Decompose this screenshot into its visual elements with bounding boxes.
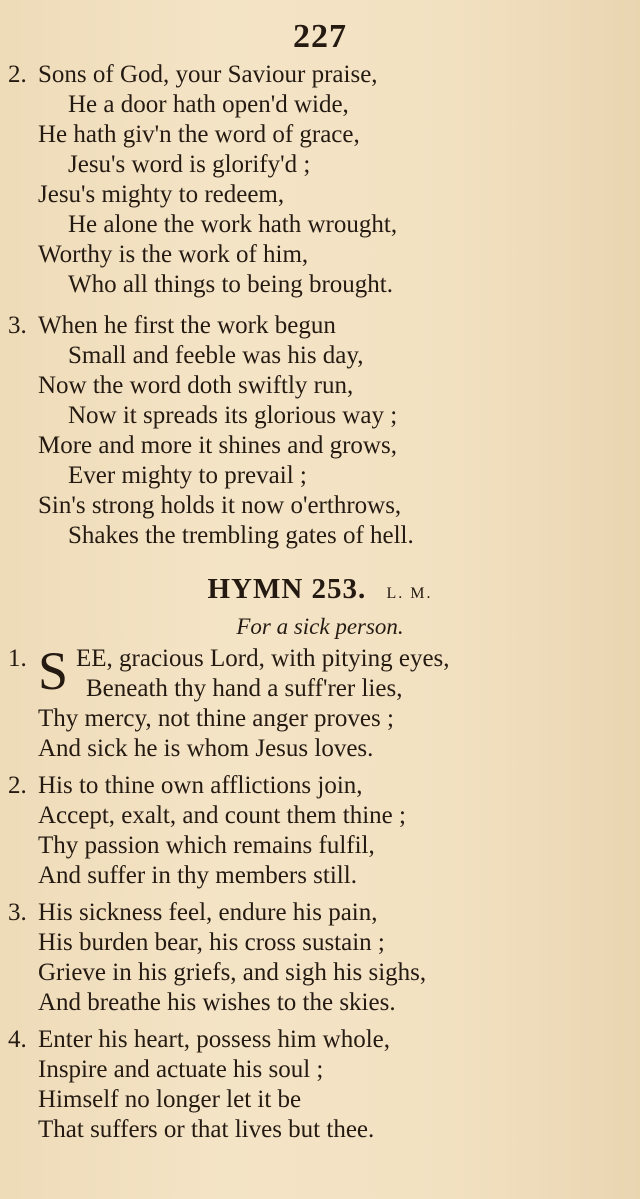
verse-line bbox=[0, 861, 640, 891]
verse-text: He hath giv'n the word of grace, bbox=[38, 121, 360, 148]
previous-hymn-stanza-2 bbox=[0, 60, 640, 300]
stanza-number: 2. bbox=[8, 61, 27, 88]
hymn-stanza-3 bbox=[0, 898, 640, 1018]
verse-text: More and more it shines and grows, bbox=[38, 432, 397, 459]
verse-text: When he first the work begun bbox=[38, 312, 336, 339]
hymn-subtitle: For a sick person. bbox=[236, 614, 404, 639]
verse-text: Jesu's mighty to redeem, bbox=[38, 181, 285, 208]
verse-line bbox=[0, 150, 640, 180]
verse-line bbox=[0, 898, 640, 928]
stanza-number: 2. bbox=[8, 772, 27, 799]
stanza-number: 4. bbox=[8, 1026, 27, 1053]
verse-line bbox=[0, 521, 640, 551]
hymn-stanza-2 bbox=[0, 771, 640, 891]
verse-line bbox=[0, 988, 640, 1018]
verse-line bbox=[0, 461, 640, 491]
verse-text: His burden bear, his cross sustain ; bbox=[38, 929, 385, 956]
hymn-title: HYMN 253. bbox=[207, 573, 367, 605]
verse-line bbox=[0, 431, 640, 461]
verse-text: Who all things to being brought. bbox=[68, 271, 393, 298]
verse-text: Now it spreads its glorious way ; bbox=[68, 402, 398, 429]
verse-line bbox=[0, 210, 640, 240]
verse-line bbox=[0, 60, 640, 90]
verse-text: Worthy is the work of him, bbox=[38, 241, 309, 268]
verse-line bbox=[0, 801, 640, 831]
verse-line bbox=[0, 1055, 640, 1085]
verse-text: And breathe his wishes to the skies. bbox=[38, 989, 396, 1016]
verse-line bbox=[0, 371, 640, 401]
previous-hymn-stanza-3 bbox=[0, 311, 640, 551]
verse-text: Himself no longer let it be bbox=[38, 1086, 302, 1113]
verse-text: Sin's strong holds it now o'erthrows, bbox=[38, 492, 402, 519]
hymn-meter: L. M. bbox=[386, 585, 433, 602]
drop-cap: S bbox=[38, 641, 69, 701]
stanza-number: 1. bbox=[8, 645, 27, 672]
verse-text: He alone the work hath wrought, bbox=[68, 211, 398, 238]
verse-text: Sons of God, your Saviour praise, bbox=[38, 61, 378, 88]
verse-text: He a door hath open'd wide, bbox=[68, 91, 349, 118]
hymn-stanza-1 bbox=[0, 641, 640, 764]
verse-line bbox=[0, 771, 640, 801]
verse-line bbox=[0, 674, 640, 704]
verse-line bbox=[0, 1025, 640, 1055]
page-number: 227 bbox=[293, 18, 347, 55]
verse-text: Shakes the trembling gates of hell. bbox=[68, 522, 414, 549]
verse-text: EE, gracious Lord, with pitying eyes, bbox=[76, 645, 450, 672]
verse-text: Thy passion which remains fulfil, bbox=[38, 832, 375, 859]
verse-line bbox=[0, 958, 640, 988]
verse-text: Small and feeble was his day, bbox=[68, 342, 364, 369]
verse-line bbox=[0, 928, 640, 958]
verse-line bbox=[0, 270, 640, 300]
stanza-number: 3. bbox=[8, 312, 27, 339]
verse-line bbox=[0, 704, 640, 734]
verse-text: Thy mercy, not thine anger proves ; bbox=[38, 705, 394, 732]
hymn-stanza-4 bbox=[0, 1025, 640, 1145]
verse-line bbox=[0, 1085, 640, 1115]
verse-text: Now the word doth swiftly run, bbox=[38, 372, 354, 399]
verse-text: His to thine own afflictions join, bbox=[38, 772, 363, 799]
stanza-number: 3. bbox=[8, 899, 27, 926]
verse-line bbox=[0, 1115, 640, 1145]
verse-text: Accept, exalt, and count them thine ; bbox=[38, 802, 406, 829]
verse-text: His sickness feel, endure his pain, bbox=[38, 899, 378, 926]
verse-line bbox=[0, 401, 640, 431]
verse-text: Inspire and actuate his soul ; bbox=[38, 1056, 324, 1083]
verse-text: Beneath thy hand a suff'rer lies, bbox=[86, 675, 403, 702]
verse-line bbox=[0, 240, 640, 270]
hymn-heading bbox=[0, 573, 640, 606]
verse-text: Jesu's word is glorify'd ; bbox=[68, 151, 311, 178]
verse-line bbox=[0, 90, 640, 120]
verse-line bbox=[0, 120, 640, 150]
verse-line bbox=[0, 491, 640, 521]
verse-line bbox=[0, 734, 640, 764]
verse-text: Ever mighty to prevail ; bbox=[68, 462, 307, 489]
verse-text: And suffer in thy members still. bbox=[38, 862, 357, 889]
verse-line bbox=[0, 180, 640, 210]
verse-text: Enter his heart, possess him whole, bbox=[38, 1026, 391, 1053]
verse-text: And sick he is whom Jesus loves. bbox=[38, 735, 374, 762]
verse-line bbox=[0, 311, 640, 341]
verse-line bbox=[0, 341, 640, 371]
verse-text: That suffers or that lives but thee. bbox=[38, 1116, 375, 1143]
verse-line bbox=[0, 831, 640, 861]
verse-text: Grieve in his griefs, and sigh his sighs, bbox=[38, 959, 427, 986]
